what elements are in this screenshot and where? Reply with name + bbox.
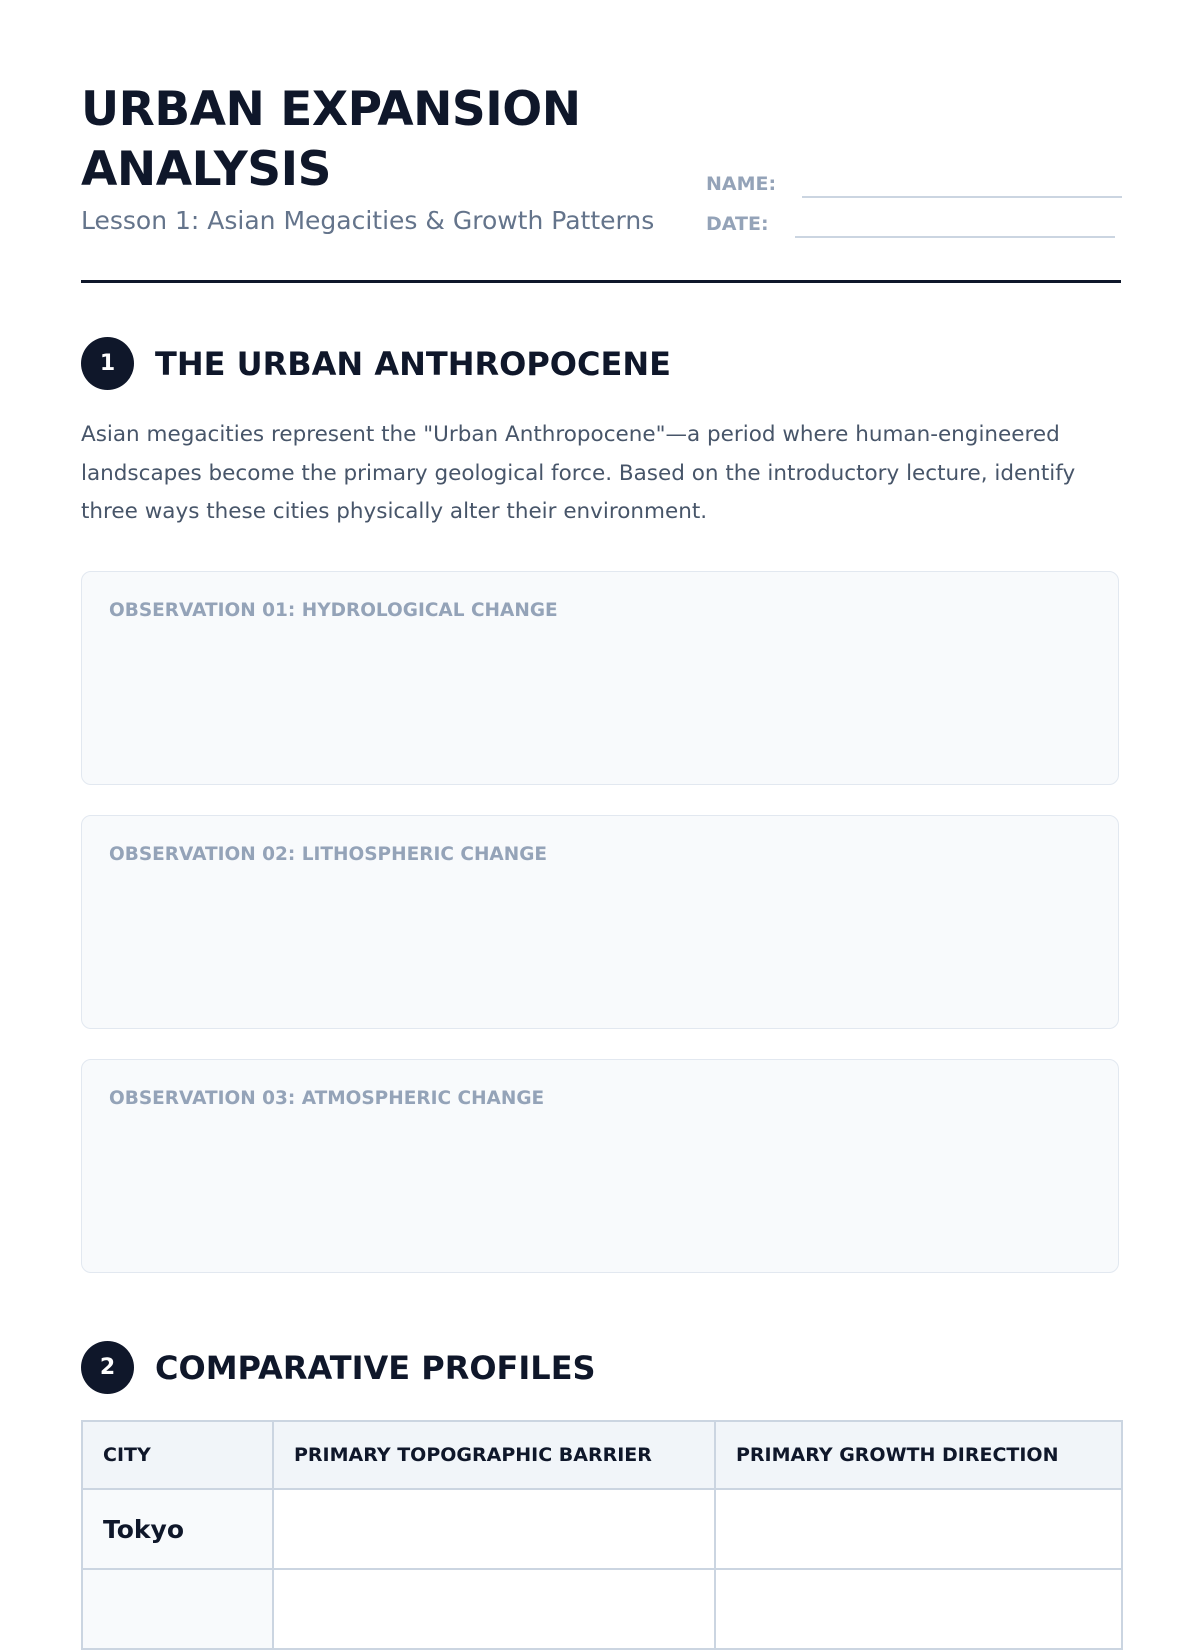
barrier-cell[interactable] <box>273 1569 715 1649</box>
observation-box-2[interactable] <box>81 815 1119 1029</box>
column-header-growth-direction: PRIMARY GROWTH DIRECTION <box>715 1421 1122 1489</box>
table-row <box>82 1569 1122 1649</box>
direction-cell[interactable] <box>715 1569 1122 1649</box>
section-1-intro: Asian megacities represent the "Urban Anthropocene"—a period where human-engineered landscapes become the primary geological force. Based on the introductory lecture, identify three ways these cities physically alter their environment. <box>81 422 1076 524</box>
observation-label: OBSERVATION 02: LITHOSPHERIC CHANGE <box>109 844 548 865</box>
barrier-cell[interactable] <box>273 1489 715 1569</box>
city-cell: Tokyo <box>82 1489 273 1569</box>
observation-label: OBSERVATION 03: ATMOSPHERIC CHANGE <box>109 1088 545 1109</box>
section-2-heading <box>81 1341 596 1394</box>
worksheet-page <box>81 0 1121 1544</box>
city-cell <box>82 1569 273 1649</box>
section-1-number-badge: 1 <box>81 337 134 390</box>
date-input-line[interactable] <box>795 236 1115 238</box>
worksheet-header <box>81 0 1121 284</box>
date-field <box>706 212 1115 236</box>
column-header-city: CITY <box>82 1421 273 1489</box>
name-label: NAME: <box>706 173 777 195</box>
observation-label: OBSERVATION 01: HYDROLOGICAL CHANGE <box>109 600 558 621</box>
table-header-row <box>82 1421 1122 1489</box>
observation-box-1[interactable] <box>81 571 1119 785</box>
table-row <box>82 1489 1122 1569</box>
column-header-topographic-barrier: PRIMARY TOPOGRAPHIC BARRIER <box>273 1421 715 1489</box>
name-field <box>706 172 1122 196</box>
section-1-heading <box>81 337 671 390</box>
section-1-title: THE URBAN ANTHROPOCENE <box>155 344 671 383</box>
comparative-profiles-table <box>81 1420 1123 1650</box>
header-divider <box>81 280 1121 283</box>
lesson-subtitle: Lesson 1: Asian Megacities & Growth Patterns <box>81 206 655 235</box>
name-input-line[interactable] <box>802 196 1122 198</box>
date-label: DATE: <box>706 213 769 235</box>
section-2-title: COMPARATIVE PROFILES <box>155 1348 596 1387</box>
section-2-number-badge: 2 <box>81 1341 134 1394</box>
observation-box-3[interactable] <box>81 1059 1119 1273</box>
page-title: URBAN EXPANSION ANALYSIS <box>81 82 581 197</box>
direction-cell[interactable] <box>715 1489 1122 1569</box>
